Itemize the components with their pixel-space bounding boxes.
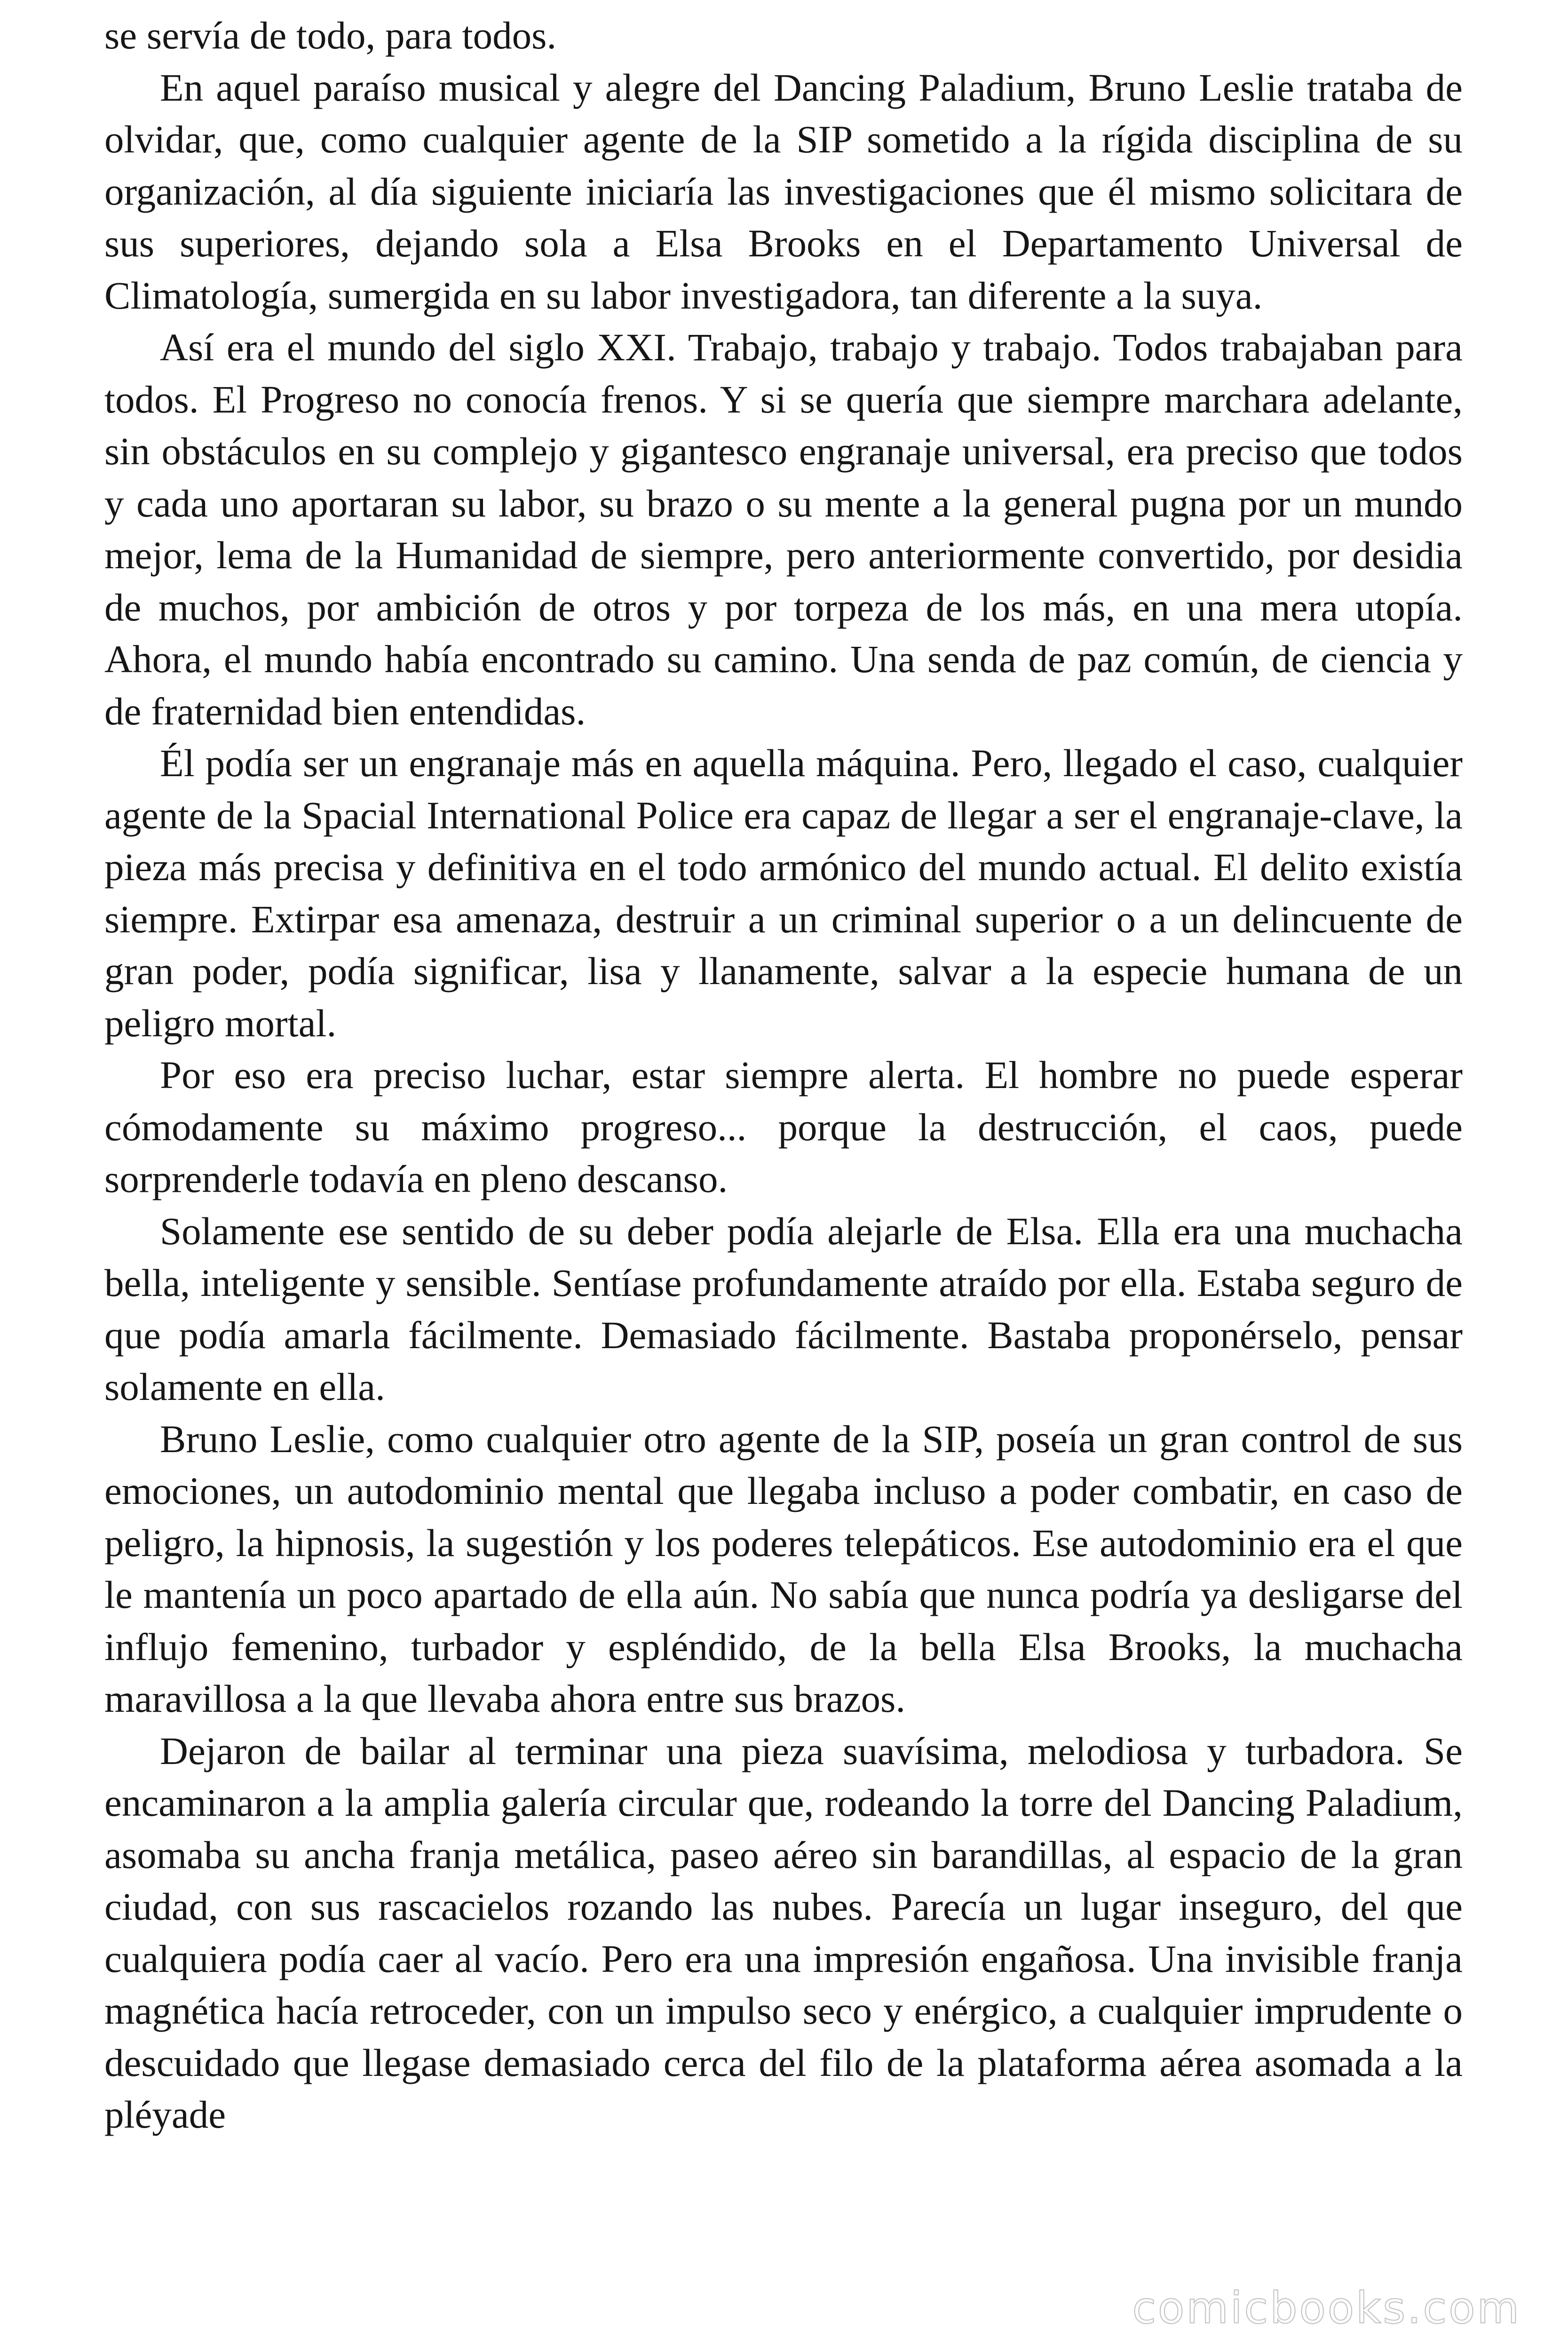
paragraph-continued: se servía de todo, para todos. [104,14,557,57]
paragraph: Bruno Leslie, como cualquier otro agente de la SIP, poseía un gran control de sus emociones, un autodominio mental que llegaba incluso a poder combatir, en caso de peligro, la hipnosis, la sugestión y los poderes telepáticos. Ese autodominio era el que le mantenía un poco apartado de ella aún. No sabía que nunca podría ya desligarse del influjo femenino, turbador y espléndido, de la bella Elsa Brooks, la muchacha maravillosa a la que llevaba ahora entre sus brazos. [104,1417,1463,1720]
paragraph: Por eso era preciso luchar, estar siempre alerta. El hombre no puede esperar cómodamente su máximo progreso... porque la destrucción, el caos, puede sorprenderle todavía en pleno descanso. [104,1053,1463,1200]
paragraph: Solamente ese sentido de su deber podía alejarle de Elsa. Ella era una muchacha bella, inteligente y sensible. Sentíase profundamente atraído por ella. Estaba seguro de que podía amarla fácilmente. Demasiado fácilmente. Bastaba proponérselo, pensar solamente en ella. [104,1209,1463,1408]
paragraph: Él podía ser un engranaje más en aquella máquina. Pero, llegado el caso, cualquier agente de la Spacial International Police era capaz de llegar a ser el engranaje-clave, la pieza más precisa y definitiva en el todo armónico del mundo actual. El delito existía siempre. Extirpar esa amenaza, destruir a un criminal superior o a un delincuente de gran poder, podía significar, lisa y llanamente, salvar a la especie humana de un peligro mortal. [104,741,1463,1045]
watermark: comicbooks.com [1132,2283,1521,2333]
paragraph: En aquel paraíso musical y alegre del Dancing Paladium, Bruno Leslie trataba de olvidar, que, como cualquier agente de la SIP sometido a la rígida disciplina de su organización, al día siguiente iniciaría las investigaciones que él mismo solicitara de sus superiores, dejando sola a Elsa Brooks en el Departamento Universal de Climatología, sumergida en su labor investigadora, tan diferente a la suya. [104,65,1463,317]
paragraph: Dejaron de bailar al terminar una pieza suavísima, melodiosa y turbadora. Se encaminaron a la amplia galería circular que, rodeando la torre del Dancing Paladium, asomaba su ancha franja metálica, paseo aéreo sin barandillas, al espacio de la gran ciudad, con sus rascacielos rozando las nubes. Parecía un lugar inseguro, del que cualquiera podía caer al vacío. Pero era una impresión engañosa. Una invisible franja magnética hacía retroceder, con un impulso seco y enérgico, a cualquier imprudente o descuidado que llegase demasiado cerca del filo de la plataforma aérea asomada a la pléyade [104,1729,1463,2136]
paragraph: Así era el mundo del siglo XXI. Trabajo, trabajo y trabajo. Todos trabajaban para todos. El Progreso no conocía frenos. Y si se quería que siempre marchara adelante, sin obstáculos en su complejo y gigantesco engranaje universal, era preciso que todos y cada uno aportaran su labor, su brazo o su mente a la general pugna por un mundo mejor, lema de la Humanidad de siempre, pero anteriormente convertido, por desidia de muchos, por ambición de otros y por torpeza de los más, en una mera utopía. Ahora, el mundo había encontrado su camino. Una senda de paz común, de ciencia y de fraternidad bien entendidas. [104,326,1463,733]
book-page-text [104,9,1463,2338]
